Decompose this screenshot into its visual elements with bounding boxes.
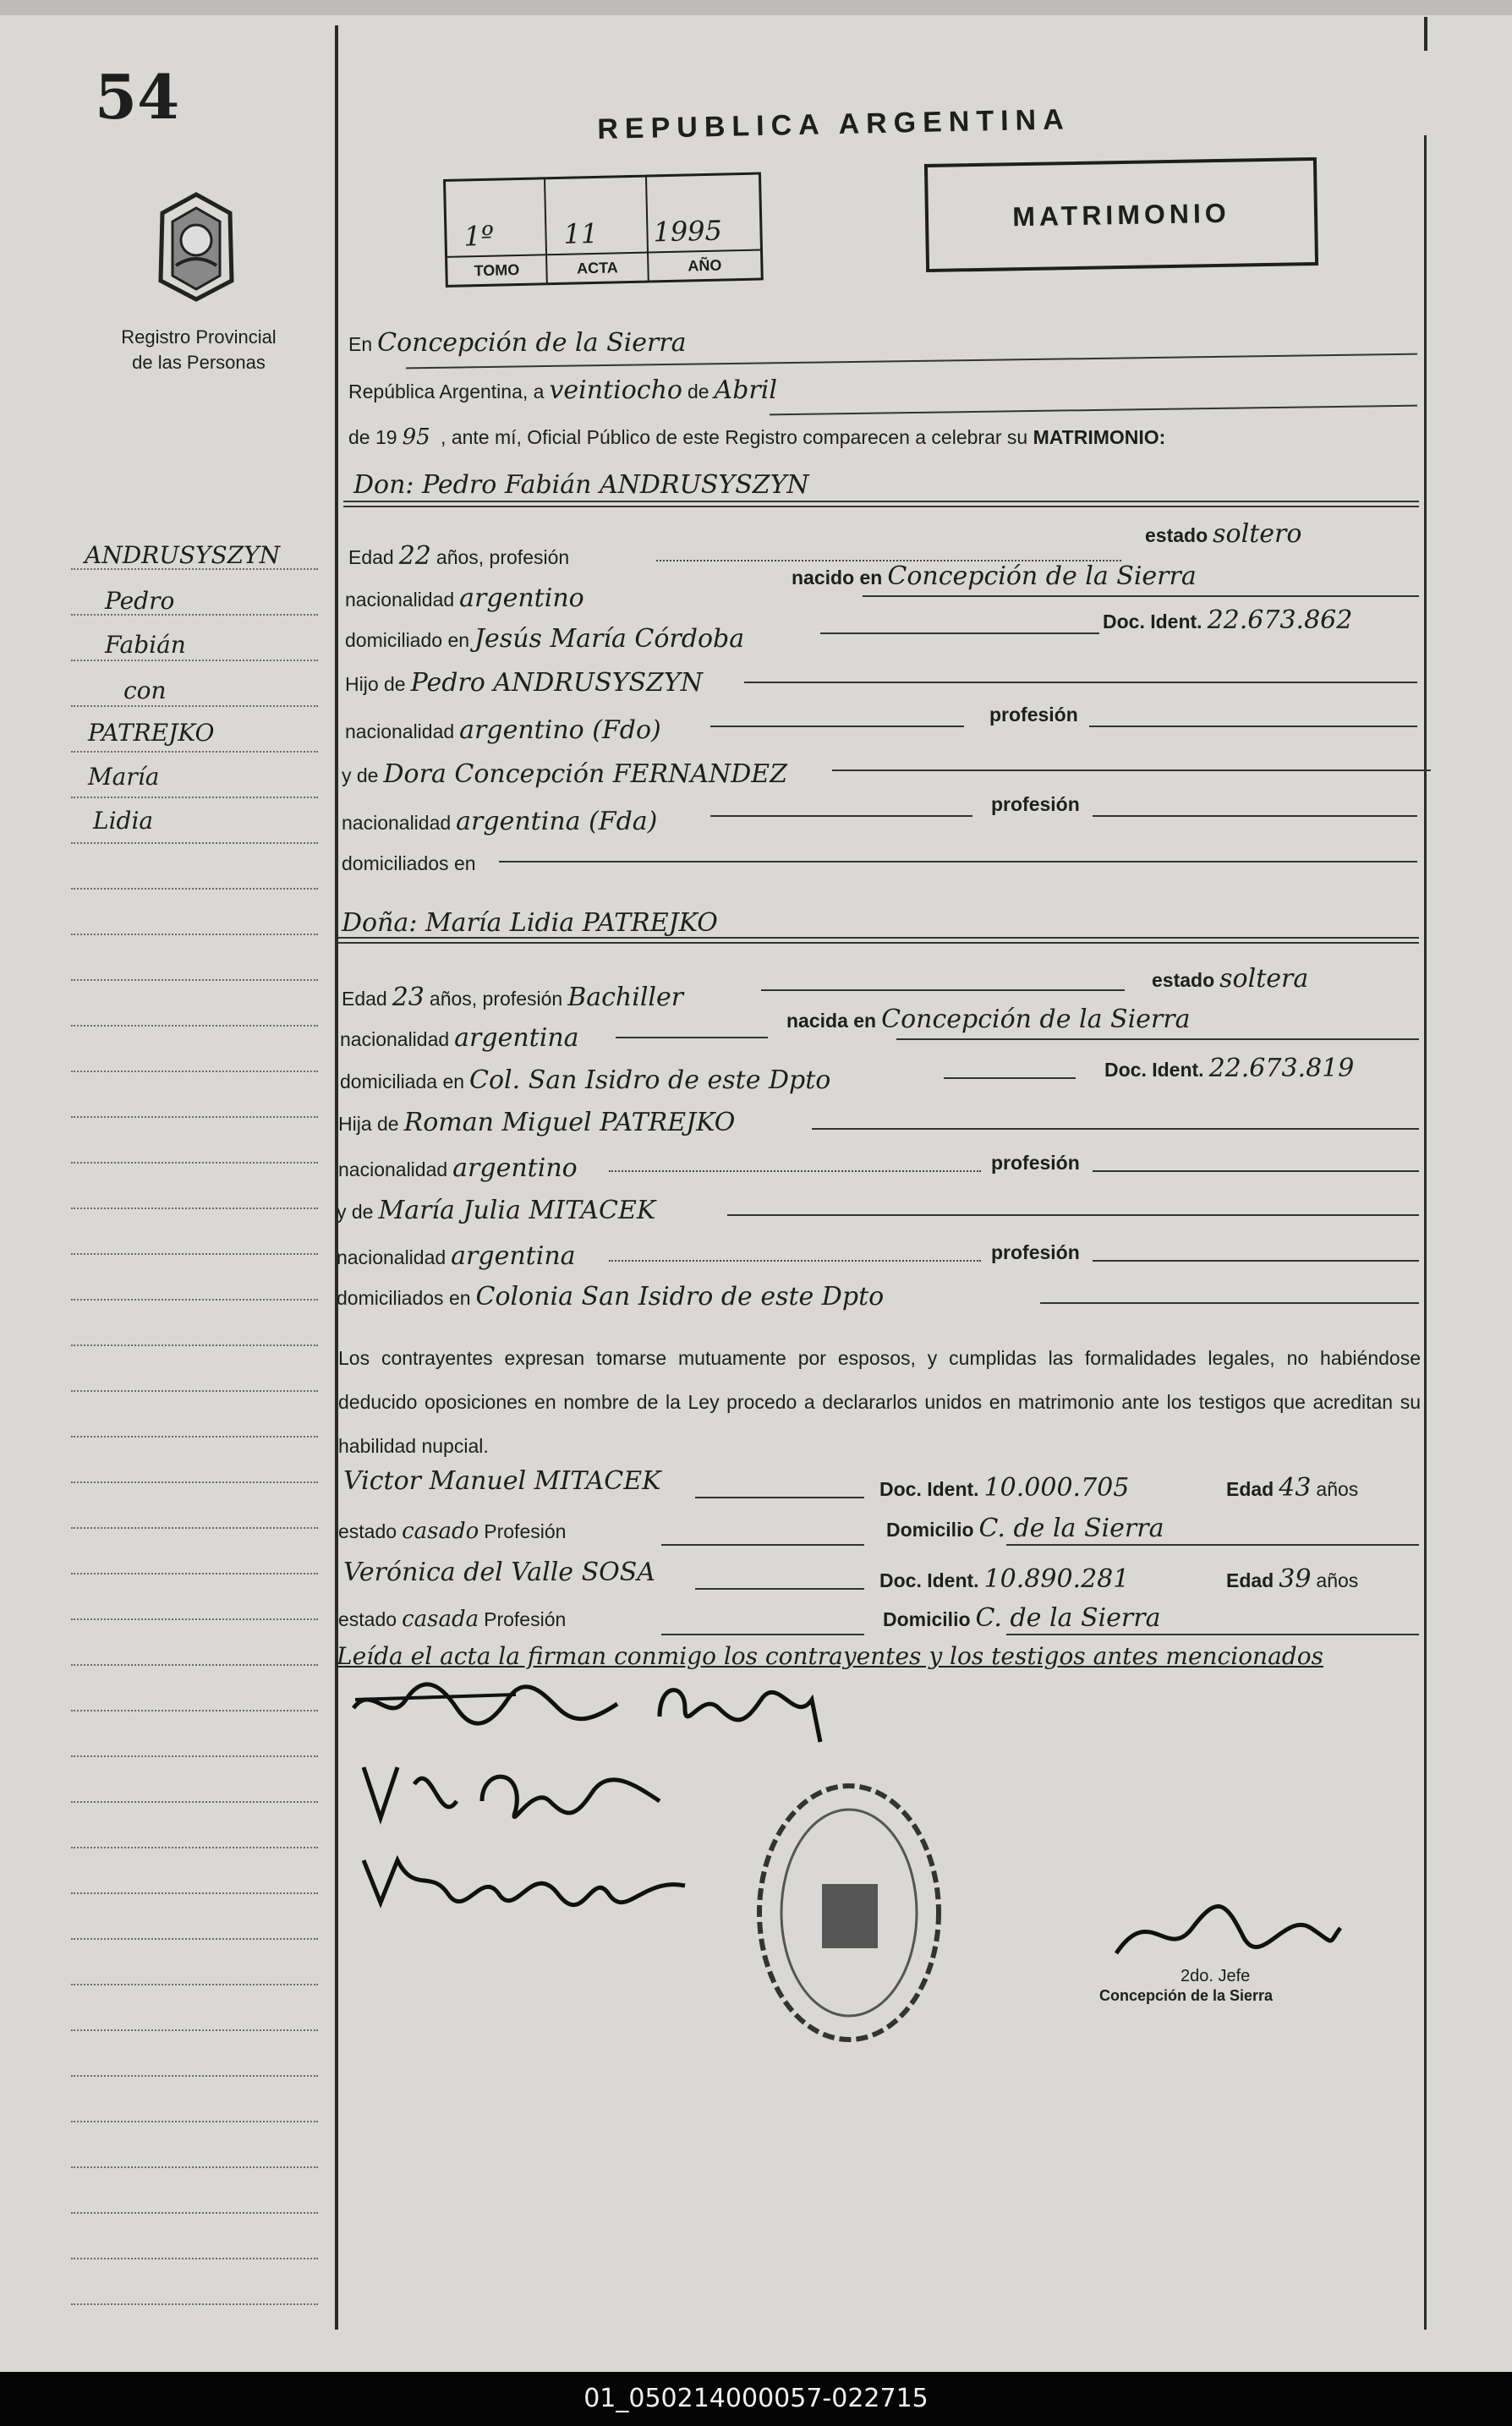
tomo-label: TOMO [447,254,546,285]
witness2-domicile-line: Domicilio C. de la Sierra [883,1603,1161,1633]
margin-rule-line [71,614,318,616]
margin-rule-line [71,2258,318,2259]
acta-value: 11 [563,216,599,250]
margin-rule-line [71,660,318,661]
witness1-signature [355,1750,677,1843]
margin-rule-line [71,1755,318,1757]
acta-label: ACTA [547,252,648,283]
margin-rule-line [71,751,318,753]
bride-mother-nationality-line: nacionalidad argentina [337,1241,576,1271]
bride-parents-residence-line: domiciliados en Colonia San Isidro de este Dpto [337,1282,885,1312]
margin-rule-line [71,1481,318,1483]
groom-parents-residence-line: domiciliados en [342,852,476,874]
bride-nationality-line: nacionalidad argentina [340,1023,579,1053]
bride-doc-line: Doc. Ident. 22.673.819 [1104,1054,1355,1083]
margin-rule-line [71,888,318,890]
margin-rule-line [71,1253,318,1255]
margin-name-3: Fabián [105,631,186,659]
tomo-acta-box [443,172,764,287]
groom-signature [347,1674,626,1733]
groom-name-line: Don: Pedro Fabián ANDRUSYSZYN [353,470,809,500]
official-title-line2: Concepción de la Sierra [1099,1987,1274,2004]
closing-line: Leída el acta la firman conmigo los contrayentes y los testigos antes mencionados [337,1642,1323,1670]
margin-rule-line [71,1573,318,1574]
groom-age-line: Edad 22 años, profesión [348,541,570,571]
groom-mother-line: y de Dora Concepción FERNANDEZ [342,759,788,789]
groom-father-line: Hijo de Pedro ANDRUSYSZYN [345,668,703,698]
margin-rule-line [71,1938,318,1940]
margin-rule-line [71,2029,318,2031]
page-edge [0,0,1512,15]
margin-rule-line [71,979,318,981]
groom-mother-profession-label: profesión [991,793,1080,815]
margin-rule-line [71,2212,318,2214]
official-signature [1099,1894,1345,1970]
ano-label: AÑO [649,249,761,281]
margin-rule-line [71,1847,318,1848]
bride-residence-line: domiciliada en Col. San Isidro de este Dpto [340,1065,831,1095]
bride-mother-profession-label: profesión [991,1241,1080,1263]
margin-rule-line [71,1527,318,1529]
margin-rule-line [71,1892,318,1894]
bride-father-profession-label: profesión [991,1152,1080,1174]
witness1-domicile-line: Domicilio C. de la Sierra [886,1514,1164,1543]
margin-rule-line [71,1071,318,1072]
margin-rule-line [71,1664,318,1666]
margin-rule-line [71,934,318,935]
margin-rule-line [71,1436,318,1438]
groom-state-line: estado soltero [1145,519,1302,549]
margin-rule-line [71,1116,318,1118]
tomo-value: 1º [463,219,495,253]
witness1-doc-line: Doc. Ident. 10.000.705 [879,1473,1130,1503]
scan-footer-id: 01_050214000057-022715 [0,2372,1512,2426]
registry-name: Registro Provincial de las Personas [121,326,277,373]
groom-father-nationality-line: nacionalidad argentino (Fdo) [345,715,661,745]
margin-rule-line [71,1162,318,1164]
margin-name-6: María [88,763,160,791]
groom-nationality-line: nacionalidad argentino [345,583,584,613]
groom-doc-line: Doc. Ident. 22.673.862 [1103,605,1353,635]
margin-rule-line [71,2303,318,2305]
margin-name-1: ANDRUSYSZYN [85,541,281,569]
margin-rule-line [71,1984,318,1985]
provincial-seal-icon [145,188,247,306]
bride-mother-line: y de María Julia MITACEK [337,1196,656,1225]
witness1-name-line: Victor Manuel MITACEK [343,1466,661,1496]
witness2-name-line: Verónica del Valle SOSA [343,1558,655,1587]
groom-birthplace-line: nacido en Concepción de la Sierra [792,561,1197,591]
bride-name-line: Doña: María Lidia PATREJKO [342,908,718,938]
declaration-paragraph: Los contrayentes expresan tomarse mutuamente por esposos, y cumplidas las formalidades legales, no habiéndose deducido oposiciones en nombre de la Ley procedo a declararlos unidos en matrimonio ante los testigos que acreditan su habilidad nupcial. [338,1347,1421,1457]
bride-birthplace-line: nacida en Concepción de la Sierra [786,1005,1191,1034]
margin-name-2: Pedro [105,587,175,615]
bride-signature [651,1674,846,1750]
witness2-state-line: estado casada Profesión [338,1607,567,1632]
official-title-line1: 2do. Jefe [1181,1967,1251,1985]
groom-mother-nationality-line: nacionalidad argentina (Fda) [342,807,658,836]
bride-age-line: Edad 23 años, profesión Bachiller [342,983,684,1012]
witness1-state-line: estado casado Profesión [338,1519,567,1544]
margin-name-4: con [123,676,167,704]
margin-rule-line [71,1344,318,1346]
top-tick [1424,17,1427,51]
date-line: República Argentina, a veintiocho de Abril [348,375,777,405]
margin-rule-line [71,2166,318,2168]
margin-rule-line [71,1618,318,1620]
record-type-box: MATRIMONIO [924,157,1318,272]
margin-name-5: PATREJKO [88,719,215,747]
margin-rule-line [71,705,318,707]
margin-rule-line [71,1801,318,1803]
page-number: 54 [95,61,180,133]
groom-father-profession-label: profesión [989,704,1078,726]
bride-father-nationality-line: nacionalidad argentino [338,1153,578,1183]
country-heading: REPUBLICA ARGENTINA [597,103,1071,145]
margin-rule-line [71,842,318,844]
witness2-age-line: Edad 39 años [1226,1564,1359,1594]
witness1-age-line: Edad 43 años [1226,1473,1359,1503]
margin-rule-line [71,2121,318,2122]
margin-rule-line [71,1390,318,1392]
witness2-signature [355,1843,693,1919]
right-rule [1424,135,1427,2330]
margin-rule-line [71,568,318,570]
margin-rule-line [71,1208,318,1209]
witness2-doc-line: Doc. Ident. 10.890.281 [879,1564,1130,1594]
place-line: En Concepción de la Sierra [348,328,687,358]
margin-rule-line [71,1710,318,1711]
margin-rule-line [71,1025,318,1027]
bride-father-line: Hija de Roman Miguel PATREJKO [338,1108,736,1137]
margin-name-7: Lidia [93,807,154,835]
margin-rule-line [71,1299,318,1301]
registry-stamp-icon [749,1776,949,2050]
margin-rule-line [71,2075,318,2077]
ano-value: 1995 [653,214,723,249]
year-line: de 19 95 , ante mí, Oficial Público de este Registro comparecen a celebrar su MATRIMONIO: [348,424,1166,450]
groom-residence-line: domiciliado en Jesús María Córdoba [345,624,745,654]
bride-state-line: estado soltera [1152,964,1309,994]
margin-rule-line [71,797,318,798]
